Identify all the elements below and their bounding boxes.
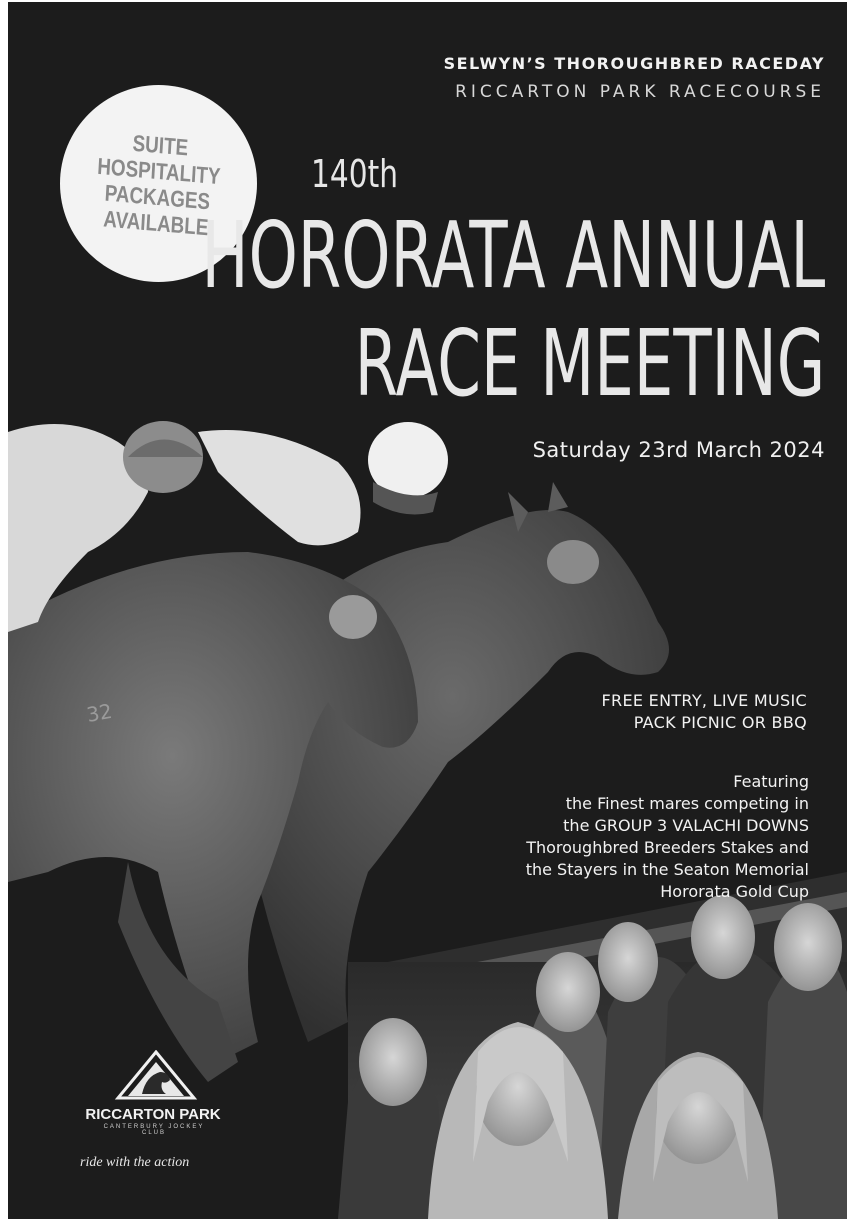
venue-heading: RICCARTON PARK RACECOURSE [455, 82, 825, 102]
entry-info [602, 690, 807, 734]
featuring-line: the GROUP 3 VALACHI DOWNS [563, 816, 809, 835]
club-tagline: ride with the action [80, 1155, 190, 1170]
race-poster [8, 2, 847, 1219]
featuring-line: Featuring [733, 772, 809, 791]
event-title-line: RACE MEETING [354, 310, 825, 417]
event-title [201, 202, 825, 418]
info-line: PACK PICNIC OR BBQ [633, 713, 807, 732]
badge-line: SUITE [132, 129, 190, 160]
horse-head-diamond-icon [76, 1050, 236, 1110]
club-name: RICCARTON PARK [85, 1106, 221, 1123]
featuring-text [526, 771, 809, 903]
club-subtitle: CANTERBURY JOCKEY CLUB [103, 1124, 205, 1136]
featuring-line: the Finest mares competing in [565, 794, 809, 813]
edition-label: 140th [311, 152, 398, 196]
event-title-line: HORORATA ANNUAL [201, 202, 825, 309]
svg-text:32: 32 [84, 698, 114, 727]
info-line: FREE ENTRY, LIVE MUSIC [601, 691, 807, 710]
badge-line: AVAILABLE [103, 204, 210, 240]
event-date: Saturday 23rd March 2024 [532, 438, 825, 462]
featuring-line: Thoroughbred Breeders Stakes and [526, 838, 809, 857]
featuring-line: the Stayers in the Seaton Memorial [525, 860, 809, 879]
event-series-heading: SELWYN’S THOROUGHBRED RACEDAY [443, 54, 825, 73]
featuring-line: Hororata Gold Cup [660, 882, 809, 901]
badge-line: HOSPITALITY [96, 152, 222, 189]
badge-line: PACKAGES [104, 179, 212, 214]
